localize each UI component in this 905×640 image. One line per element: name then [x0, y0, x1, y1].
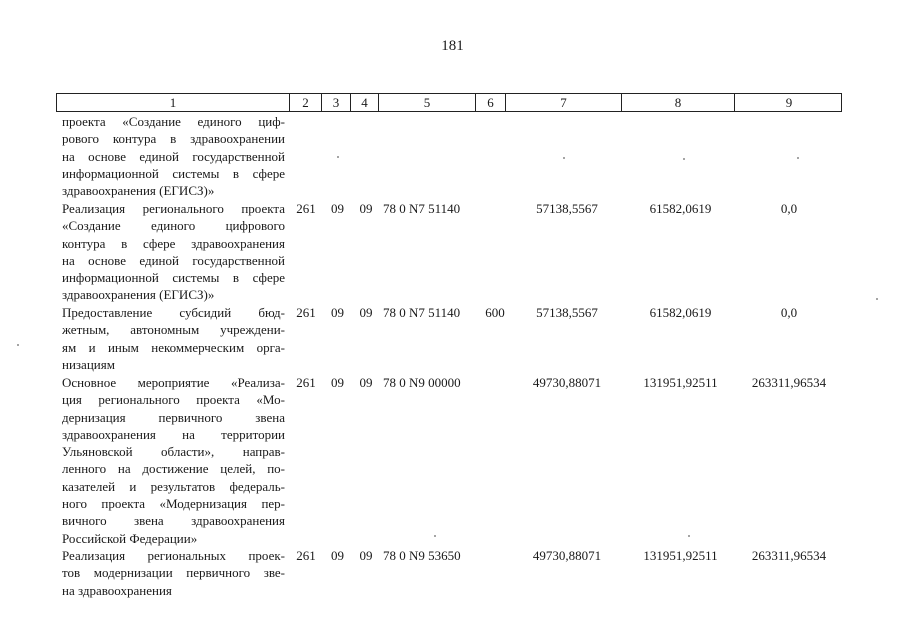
cell-col-9: 0,0: [780, 305, 798, 320]
cell-col-8: 61582,0619: [649, 305, 712, 320]
cell-col-9: 263311,96534: [751, 375, 827, 390]
row-description: [62, 200, 285, 304]
cell-col-3: 09: [331, 305, 344, 320]
description-line: ция регионального проекта «Мо-: [62, 392, 285, 408]
description-line: низациям: [62, 356, 115, 372]
description-line: информационной системы в сфере: [62, 270, 285, 286]
header-col-7: 7: [506, 94, 622, 111]
row-description: [62, 374, 285, 547]
cell-col-5: 78 0 N7 51140: [383, 201, 461, 216]
header-col-5: 5: [379, 94, 476, 111]
cell-col-5: 78 0 N9 53650: [383, 548, 461, 563]
scan-speck: [876, 298, 878, 300]
cell-col-7: 57138,5567: [536, 305, 598, 320]
scan-speck: [434, 535, 436, 537]
description-line: казателей и результатов федераль-: [62, 478, 285, 494]
cell-col-9: 263311,96534: [751, 548, 827, 563]
scan-speck: [17, 344, 19, 346]
description-line: Предоставление субсидий бюд-: [62, 305, 285, 320]
header-col-4: 4: [351, 94, 379, 111]
description-line: Российской Федерации»: [62, 530, 198, 546]
header-col-9: 9: [785, 95, 793, 110]
scan-speck: [688, 535, 690, 537]
description-line: на здравоохранения: [62, 582, 172, 598]
cell-col-8: 61582,0619: [649, 201, 712, 216]
cell-col-3: 09: [331, 548, 344, 563]
cell-col-2: 261: [296, 375, 316, 390]
header-col-1: 1: [57, 94, 290, 111]
description-line: дернизация первичного звена: [62, 409, 285, 425]
cell-col-2: 261: [296, 548, 316, 563]
description-line: рового контура в здравоохранении: [62, 131, 285, 147]
cell-col-8: 131951,92511: [643, 548, 718, 563]
description-line: вичного звена здравоохранения: [62, 513, 285, 529]
description-line: контура в сфере здравоохранения: [62, 235, 285, 251]
description-line: тов модернизации первичного зве-: [62, 565, 285, 581]
row-description: [62, 547, 285, 599]
description-line: информационной системы в сфере: [62, 165, 285, 181]
description-line: ленного на достижение целей, по-: [62, 461, 285, 477]
header-col-8: 8: [622, 94, 735, 111]
cell-col-7: 49730,88071: [532, 375, 602, 390]
header-col-3: 3: [322, 94, 351, 111]
cell-col-4: 09: [359, 305, 373, 320]
cell-col-7: 57138,5567: [536, 201, 598, 216]
description-line: жетным, автономным учреждени-: [62, 322, 285, 338]
header-col-6: 6: [476, 94, 506, 111]
description-line: Реализация региональных проек-: [62, 548, 285, 563]
scan-speck: [683, 158, 685, 160]
cell-col-3: 09: [331, 375, 344, 390]
description-line: здравоохранения (ЕГИСЗ)»: [62, 183, 215, 199]
description-line: на основе единой государственной: [62, 252, 285, 268]
description-line: ям и иным некоммерческим орга-: [62, 339, 285, 355]
description-line: здравоохранения на территории: [62, 426, 285, 442]
cell-col-4: 09: [359, 548, 373, 563]
description-line: ного проекта «Модернизация пер-: [62, 496, 285, 512]
description-line: здравоохранения (ЕГИСЗ)»: [62, 287, 215, 303]
cell-col-9: 0,0: [780, 201, 798, 216]
description-line: проекта «Создание единого циф-: [62, 114, 285, 129]
description-line: «Создание единого цифрового: [62, 218, 285, 234]
table-header: [56, 93, 842, 112]
cell-col-3: 09: [331, 201, 344, 216]
row-description: [62, 304, 285, 373]
header-col-2: 2: [290, 94, 322, 111]
cell-col-6: 600: [485, 305, 505, 320]
scan-speck: [797, 157, 799, 159]
cell-col-5: 78 0 N9 00000: [383, 375, 461, 390]
cell-col-2: 261: [296, 305, 316, 320]
scan-speck: [337, 156, 339, 158]
page-number: 181: [441, 38, 464, 54]
cell-col-2: 261: [296, 201, 316, 216]
cell-col-8: 131951,92511: [643, 375, 718, 390]
description-line: Реализация регионального проекта: [62, 201, 285, 216]
description-line: Основное мероприятие «Реализа-: [62, 375, 285, 390]
cell-col-4: 09: [359, 375, 373, 390]
description-line: Ульяновской области», направ-: [62, 444, 285, 460]
description-line: на основе единой государственной: [62, 148, 285, 164]
cell-col-4: 09: [359, 201, 373, 216]
row-description: [62, 113, 285, 199]
cell-col-7: 49730,88071: [532, 548, 602, 563]
scan-speck: [563, 157, 565, 159]
cell-col-5: 78 0 N7 51140: [383, 305, 461, 320]
